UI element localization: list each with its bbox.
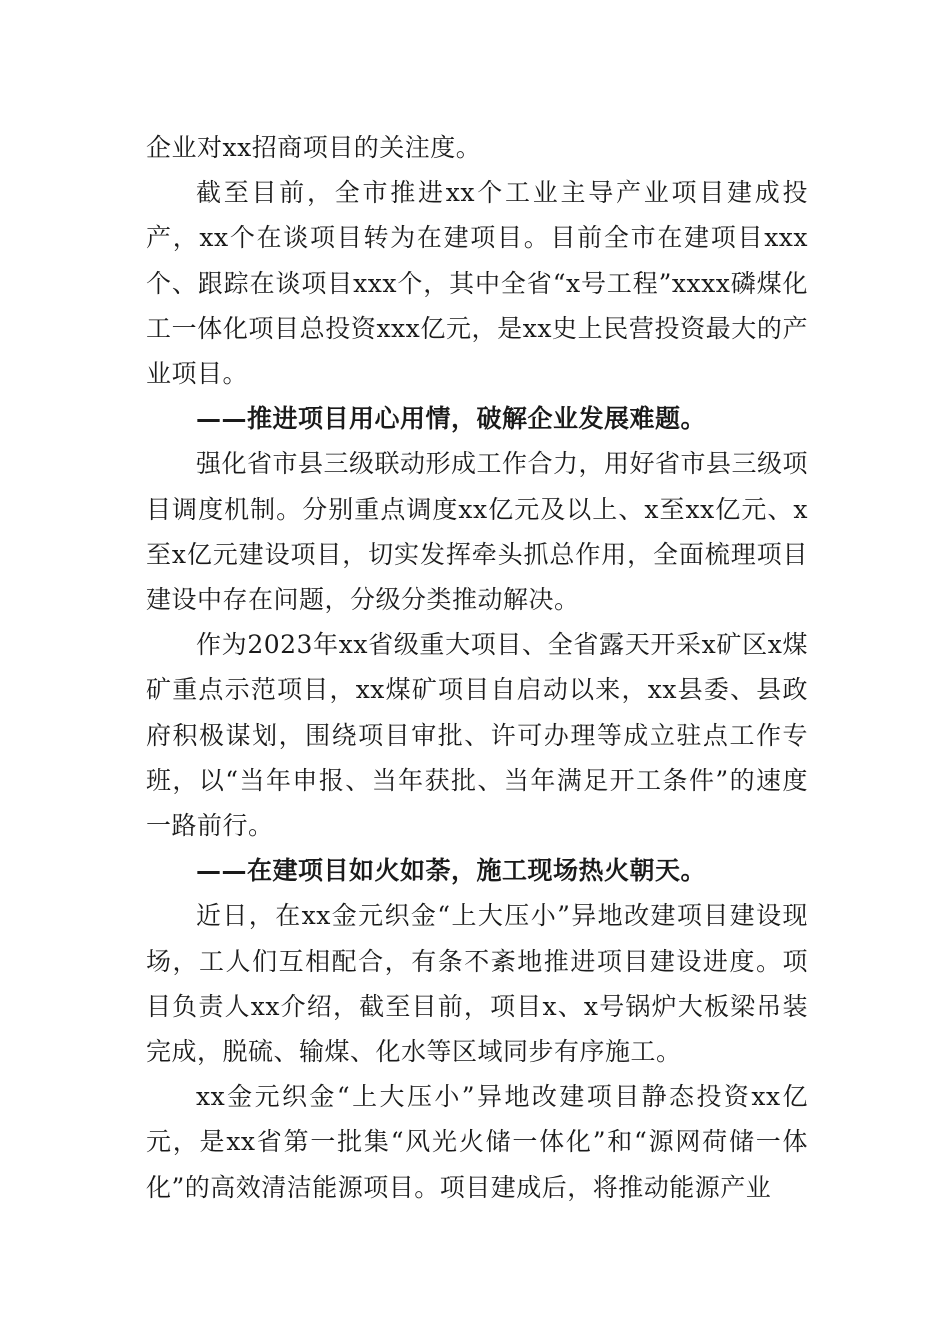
- paragraph-continuation: 企业对xx招商项目的关注度。: [146, 133, 482, 162]
- paragraph-coal-mine-project: 作为2023年xx省级重大项目、全省露天开采x矿区x煤矿重点示范项目，xx煤矿项目自启动以来，xx县委、县政府积极谋划，围绕项目审批、许可办理等成立驻点工作专班，以“当年申报、当年获批、当年满足开工条件”的速度一路前行。: [146, 630, 808, 841]
- paragraph-investment-summary: xx金元织金“上大压小”异地改建项目静态投资xx亿元，是xx省第一批集“风光火储一体化”和“源网荷储一体化”的高效清洁能源项目。项目建成后，将推动能源产业: [146, 1082, 808, 1202]
- paragraph-construction-progress: 近日，在xx金元织金“上大压小”异地改建项目建设现场，工人们互相配合，有条不紊地推进项目建设进度。项目负责人xx介绍，截至目前，项目x、x号锅炉大板梁吊装完成，脱硫、输煤、化水等区域同步有序施工。: [146, 901, 808, 1067]
- document-body: [146, 125, 808, 1210]
- section-heading-solve-difficulties: ——推进项目用心用情，破解企业发展难题。: [196, 404, 707, 434]
- section-heading-construction-site: ——在建项目如火如荼，施工现场热火朝天。: [196, 856, 707, 886]
- paragraph-project-progress: 截至目前，全市推进xx个工业主导产业项目建成投产，xx个在谈项目转为在建项目。目前全市在建项目xxx个、跟踪在谈项目xxx个，其中全省“x号工程”xxxx磷煤化工一体化项目总投资xxx亿元，是xx史上民营投资最大的产业项目。: [146, 178, 808, 389]
- paragraph-three-level-coordination: 强化省市县三级联动形成工作合力，用好省市县三级项目调度机制。分别重点调度xx亿元及以上、x至xx亿元、x至x亿元建设项目，切实发挥牵头抓总作用，全面梳理项目建设中存在问题，分级分类推动解决。: [146, 449, 809, 615]
